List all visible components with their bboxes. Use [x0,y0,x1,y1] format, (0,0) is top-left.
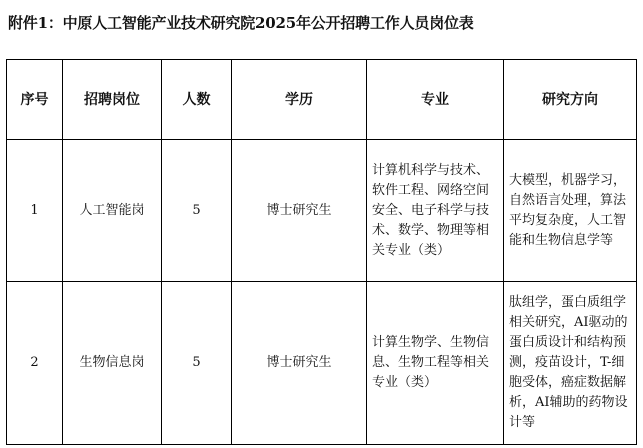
cell-direction: 大模型，机器学习，自然语言处理，算法平均复杂度，人工智能和生物信息学等 [504,140,637,282]
cell-count: 5 [162,140,232,282]
table-header-row [7,60,637,140]
cell-major: 计算生物学、生物信息、生物工程等相关专业（类） [367,282,504,445]
header-major: 专业 [367,60,504,140]
header-education: 学历 [232,60,367,140]
document-title: 附件1：中原人工智能产业技术研究院2025年公开招聘工作人员岗位表 [8,14,474,32]
cell-count: 5 [162,282,232,445]
cell-direction: 肽组学，蛋白质组学相关研究，AI驱动的蛋白质设计和结构预测，疫苗设计，T-细胞受体，癌症数据解析，AI辅助的药物设计等 [504,282,637,445]
cell-education: 博士研究生 [232,140,367,282]
position-table [6,59,637,445]
cell-index: 1 [7,140,63,282]
table-row [7,140,637,282]
header-direction: 研究方向 [504,60,637,140]
header-count: 人数 [162,60,232,140]
cell-index: 2 [7,282,63,445]
cell-education: 博士研究生 [232,282,367,445]
table-row [7,282,637,445]
cell-major: 计算机科学与技术、软件工程、网络空间安全、电子科学与技术、数学、物理等相关专业（类） [367,140,504,282]
header-position: 招聘岗位 [63,60,162,140]
cell-position: 人工智能岗 [63,140,162,282]
cell-position: 生物信息岗 [63,282,162,445]
header-index: 序号 [7,60,63,140]
